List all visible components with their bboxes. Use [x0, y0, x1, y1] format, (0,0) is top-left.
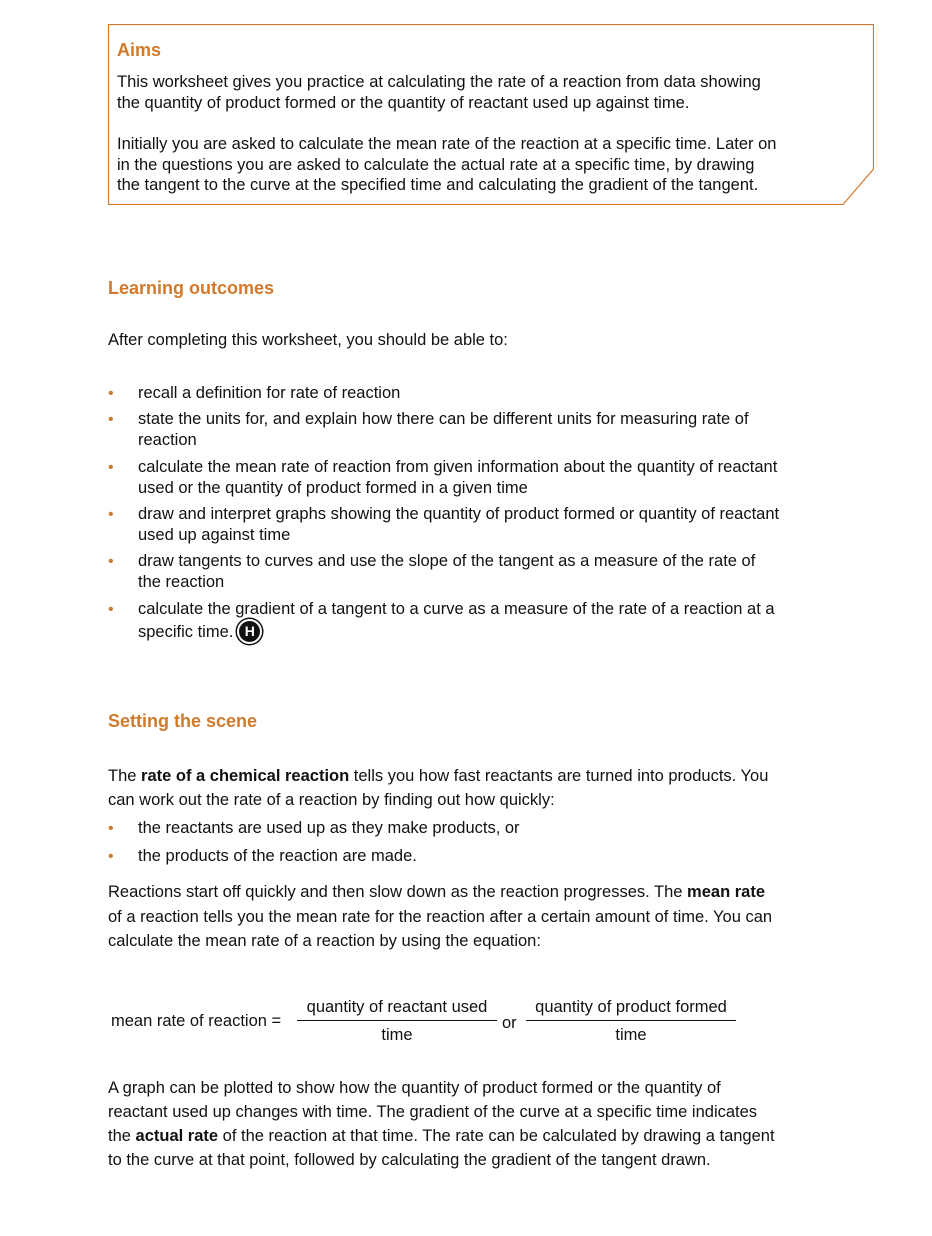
aims-paragraph-2-line-2: in the questions you are asked to calculate the actual rate at a specific time, by drawing — [117, 156, 755, 174]
rate-of-reaction-term: rate of a chemical reaction — [141, 767, 350, 785]
bullet-icon: • — [108, 553, 114, 570]
fraction-reactant-numerator: quantity of reactant used — [297, 997, 497, 1021]
outcome-text: calculate the mean rate of reaction from given information about the quantity of reactant used or the quantity of product formed in a given time — [138, 458, 778, 497]
scene-paragraph-1: The rate of a chemical reaction tells you how fast reactants are turned into products. You can work out the rate of a reaction by finding out how quickly: — [108, 767, 769, 809]
equation-lhs: mean rate of reaction = — [111, 1012, 282, 1030]
outcome-text: draw and interpret graphs showing the quantity of product formed or quantity of reactant used up against time — [138, 505, 780, 544]
outcome-text: calculate the gradient of a tangent to a curve as a measure of the rate of a reaction at a specific time. H — [138, 599, 848, 645]
aims-paragraph-1-line-2: the quantity of product formed or the quantity of reactant used up against time. — [117, 94, 690, 112]
bullet-icon: • — [108, 506, 114, 523]
aims-paragraph-1-line-1: This worksheet gives you practice at calculating the rate of a reaction from data showing — [117, 73, 761, 91]
bullet-icon: • — [108, 820, 114, 837]
aims-paragraph-2-line-3: the tangent to the curve at the specified time and calculating the gradient of the tangent. — [117, 176, 759, 194]
fraction-reactant-denominator: time — [381, 1026, 413, 1044]
outcome-text: draw tangents to curves and use the slope of the tangent as a measure of the rate of the reaction — [138, 552, 756, 591]
actual-rate-term: actual rate — [135, 1127, 219, 1145]
learning-outcomes-heading: Learning outcomes — [108, 278, 275, 298]
outcome-text: state the units for, and explain how there can be different units for measuring rate of reaction — [138, 410, 749, 449]
bullet-icon: • — [108, 385, 114, 402]
aims-paragraph-2-line-1: Initially you are asked to calculate the mean rate of the reaction at a specific time. Later on — [117, 135, 777, 153]
aims-title: Aims — [117, 40, 162, 60]
bullet-icon: • — [108, 848, 114, 865]
fraction-product — [526, 997, 736, 1046]
bullet-icon: • — [108, 411, 114, 428]
scene-bullet-text: the products of the reaction are made. — [138, 847, 417, 865]
fraction-reactant — [297, 997, 497, 1046]
mean-rate-term: mean rate — [687, 883, 766, 901]
fraction-product-denominator: time — [615, 1026, 647, 1044]
higher-tier-badge-icon: H — [237, 619, 262, 644]
scene-bullet-text: the reactants are used up as they make products, or — [138, 819, 520, 837]
mean-rate-equation — [110, 995, 760, 1050]
setting-the-scene-heading: Setting the scene — [108, 711, 258, 731]
outcome-text: recall a definition for rate of reaction — [138, 384, 401, 402]
scene-paragraph-3: A graph can be plotted to show how the quantity of product formed or the quantity of reactant used up changes with time. The gradient of the curve at a specific time indicates the actual rate of the reaction at that time. The rate can be calculated by drawing a tangent to the curve at that point, followed by calculating the gradient of the tangent drawn. — [108, 1079, 775, 1169]
equation-or: or — [502, 1014, 517, 1032]
learning-outcomes-intro: After completing this worksheet, you should be able to: — [108, 331, 508, 349]
bullet-icon: • — [108, 601, 114, 618]
bullet-icon: • — [108, 459, 114, 476]
scene-paragraph-2: Reactions start off quickly and then slow down as the reaction progresses. The mean rate of a reaction tells you the mean rate for the reaction after a certain amount of time. You can calculate the mean rate of a reaction by using the equation: — [108, 883, 773, 950]
fraction-product-numerator: quantity of product formed — [526, 997, 736, 1021]
